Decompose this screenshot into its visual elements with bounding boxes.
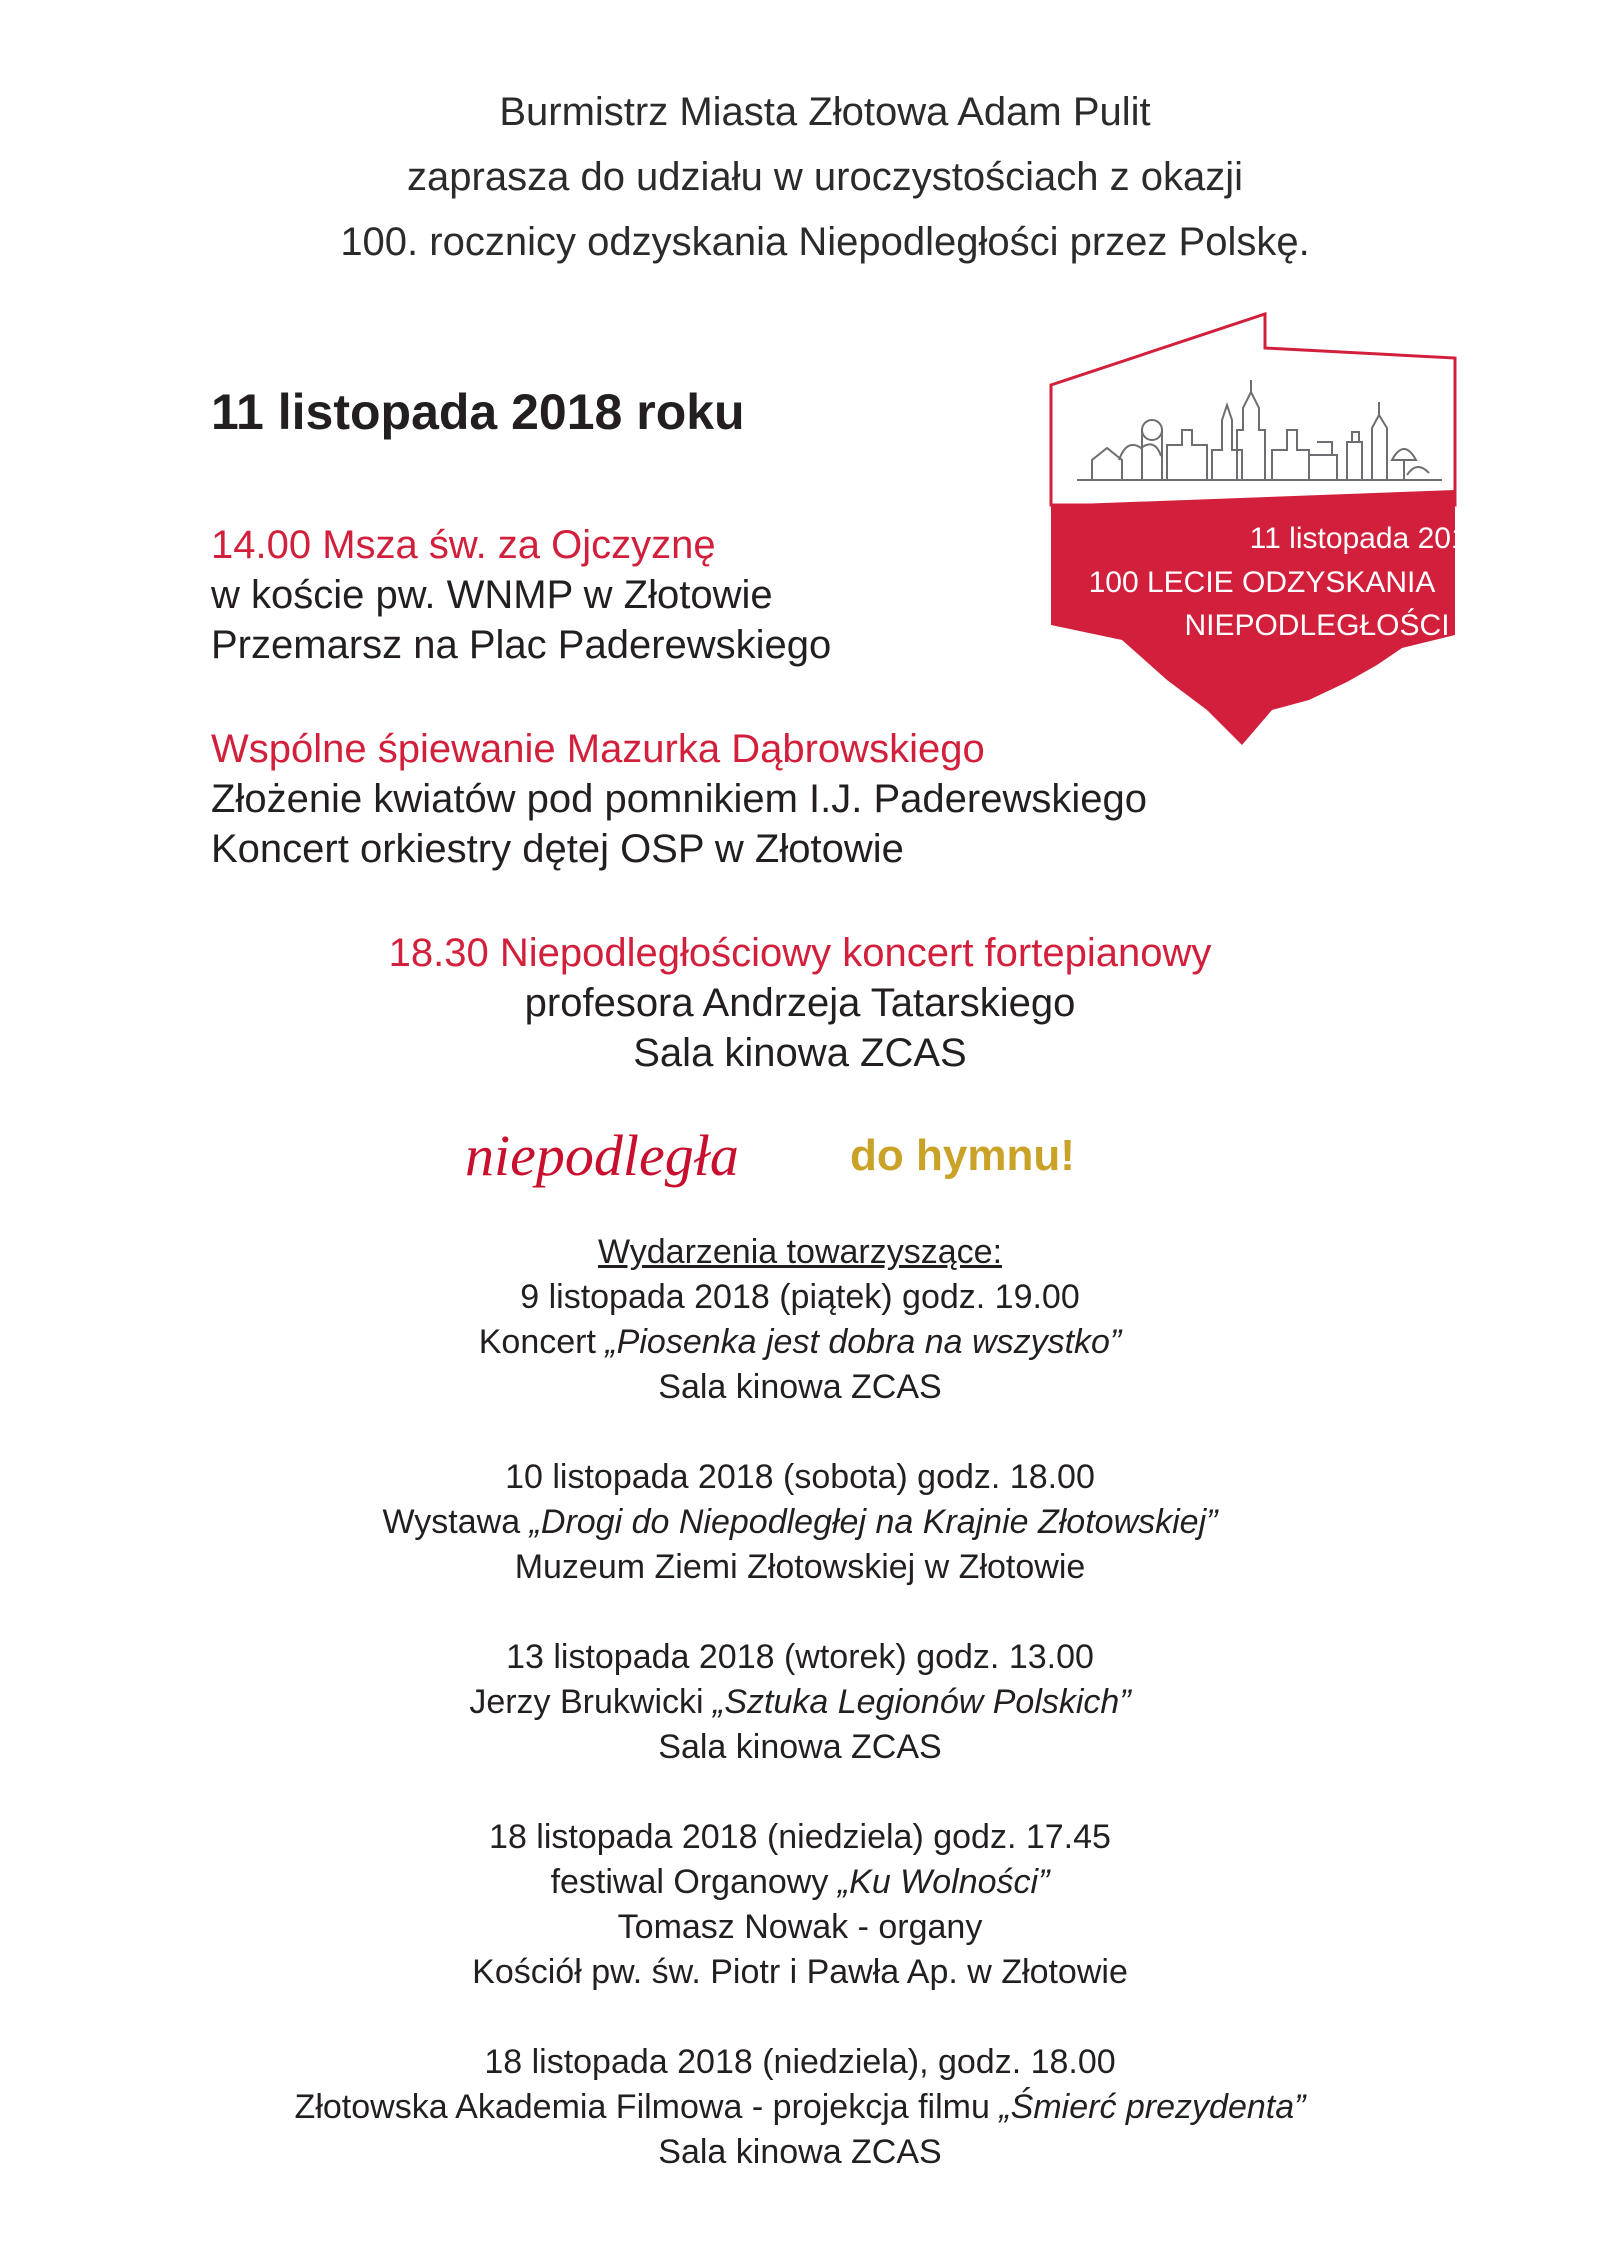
intro-line-2: zaprasza do udziału w uroczystościach z okazji xyxy=(407,155,1243,199)
event-4-prefix: festiwal Organowy xyxy=(550,1863,838,1901)
event-2-title-line xyxy=(120,1500,1480,1545)
program-block-mass-line-3: Przemarsz na Plac Paderewskiego xyxy=(211,623,832,667)
event-3-title-line xyxy=(120,1680,1480,1725)
event-1-prefix: Koncert xyxy=(478,1323,606,1361)
event-1-title: „Piosenka jest dobra na wszystko” xyxy=(605,1323,1122,1361)
program-block-concert-line-3: Sala kinowa ZCAS xyxy=(633,1031,967,1075)
event-1-date: 9 listopada 2018 (piątek) godz. 19.00 xyxy=(520,1278,1080,1316)
badge-line-3: NIEPODLEGŁOŚCI xyxy=(1184,609,1450,642)
program-block-anthem-title: Wspólne śpiewanie Mazurka Dąbrowskiego xyxy=(211,727,985,771)
event-2-prefix: Wystawa xyxy=(382,1503,530,1541)
event-5-title: „Śmierć prezydenta” xyxy=(999,2088,1306,2126)
program-block-concert-line-2: profesora Andrzeja Tatarskiego xyxy=(524,981,1076,1025)
program-block-concert-title: 18.30 Niepodległościowy koncert fortepianowy xyxy=(388,931,1212,975)
event-group-5 xyxy=(120,2040,1480,2175)
event-group-3 xyxy=(120,1635,1480,1770)
badge-line-2: 100 LECIE ODZYSKANIA xyxy=(1088,566,1436,599)
program-block-anthem-line-3: Koncert orkiestry dętej OSP w Złotowie xyxy=(211,827,904,871)
event-1-place: Sala kinowa ZCAS xyxy=(658,1368,942,1406)
event-5-prefix: Złotowska Akademia Filmowa - projekcja filmu xyxy=(294,2088,1000,2126)
event-5-title-line xyxy=(120,2085,1480,2130)
program-block-concert xyxy=(200,928,1400,1078)
intro-text xyxy=(200,80,1450,275)
event-2-place: Muzeum Ziemi Złotowskiej w Złotowie xyxy=(514,1548,1086,1586)
events-heading: Wydarzenia towarzyszące: xyxy=(597,1233,1003,1271)
event-group-2 xyxy=(120,1455,1480,1590)
event-group-1 xyxy=(120,1230,1480,1410)
program-block-mass-line-2: w koście pw. WNMP w Złotowie xyxy=(211,573,773,617)
event-4-title-line xyxy=(120,1860,1480,1905)
event-3-prefix: Jerzy Brukwicki xyxy=(469,1683,714,1721)
event-3-date: 13 listopada 2018 (wtorek) godz. 13.00 xyxy=(506,1638,1094,1676)
intro-line-1: Burmistrz Miasta Złotowa Adam Pulit xyxy=(499,90,1151,134)
event-3-place: Sala kinowa ZCAS xyxy=(658,1728,942,1766)
intro-line-3: 100. rocznicy odzyskania Niepodległości przez Polskę. xyxy=(340,220,1310,264)
program-block-anthem-line-2: Złożenie kwiatów pod pomnikiem I.J. Paderewskiego xyxy=(211,777,1147,821)
event-4-place: Kościół pw. św. Piotr i Pawła Ap. w Złotowie xyxy=(472,1953,1128,1991)
event-4-date: 18 listopada 2018 (niedziela) godz. 17.45 xyxy=(489,1818,1111,1856)
event-2-date: 10 listopada 2018 (sobota) godz. 18.00 xyxy=(505,1458,1095,1496)
event-5-place: Sala kinowa ZCAS xyxy=(658,2133,942,2171)
main-date-heading: 11 listopada 2018 roku xyxy=(211,384,745,440)
event-group-4 xyxy=(120,1815,1480,1995)
event-5-date: 18 listopada 2018 (niedziela), godz. 18.00 xyxy=(484,2043,1116,2081)
badge-line-1: 11 listopada 2018 xyxy=(1249,522,1485,555)
accompanying-events xyxy=(120,1230,1480,2220)
niepodlegla-do-hymnu-logo xyxy=(455,1095,1255,1210)
do-hymnu-text: do hymnu! xyxy=(850,1131,1075,1180)
niepodlegla-script-logo: niepodległa xyxy=(465,1123,739,1188)
program-block-anthem xyxy=(211,724,1147,874)
event-1-title-line xyxy=(120,1320,1480,1365)
program-block-mass xyxy=(211,520,831,670)
badge-outline xyxy=(1051,314,1455,505)
event-3-title: „Sztuka Legionów Polskich” xyxy=(713,1683,1131,1721)
event-2-title: „Drogi do Niepodległej na Krajnie Złotowskiej” xyxy=(529,1503,1218,1541)
program-block-mass-title: 14.00 Msza św. za Ojczyznę xyxy=(211,523,716,567)
event-4-title: „Ku Wolności” xyxy=(837,1863,1050,1901)
event-4-performer: Tomasz Nowak - organy xyxy=(617,1908,983,1946)
independence-badge-logo xyxy=(1047,310,1485,750)
